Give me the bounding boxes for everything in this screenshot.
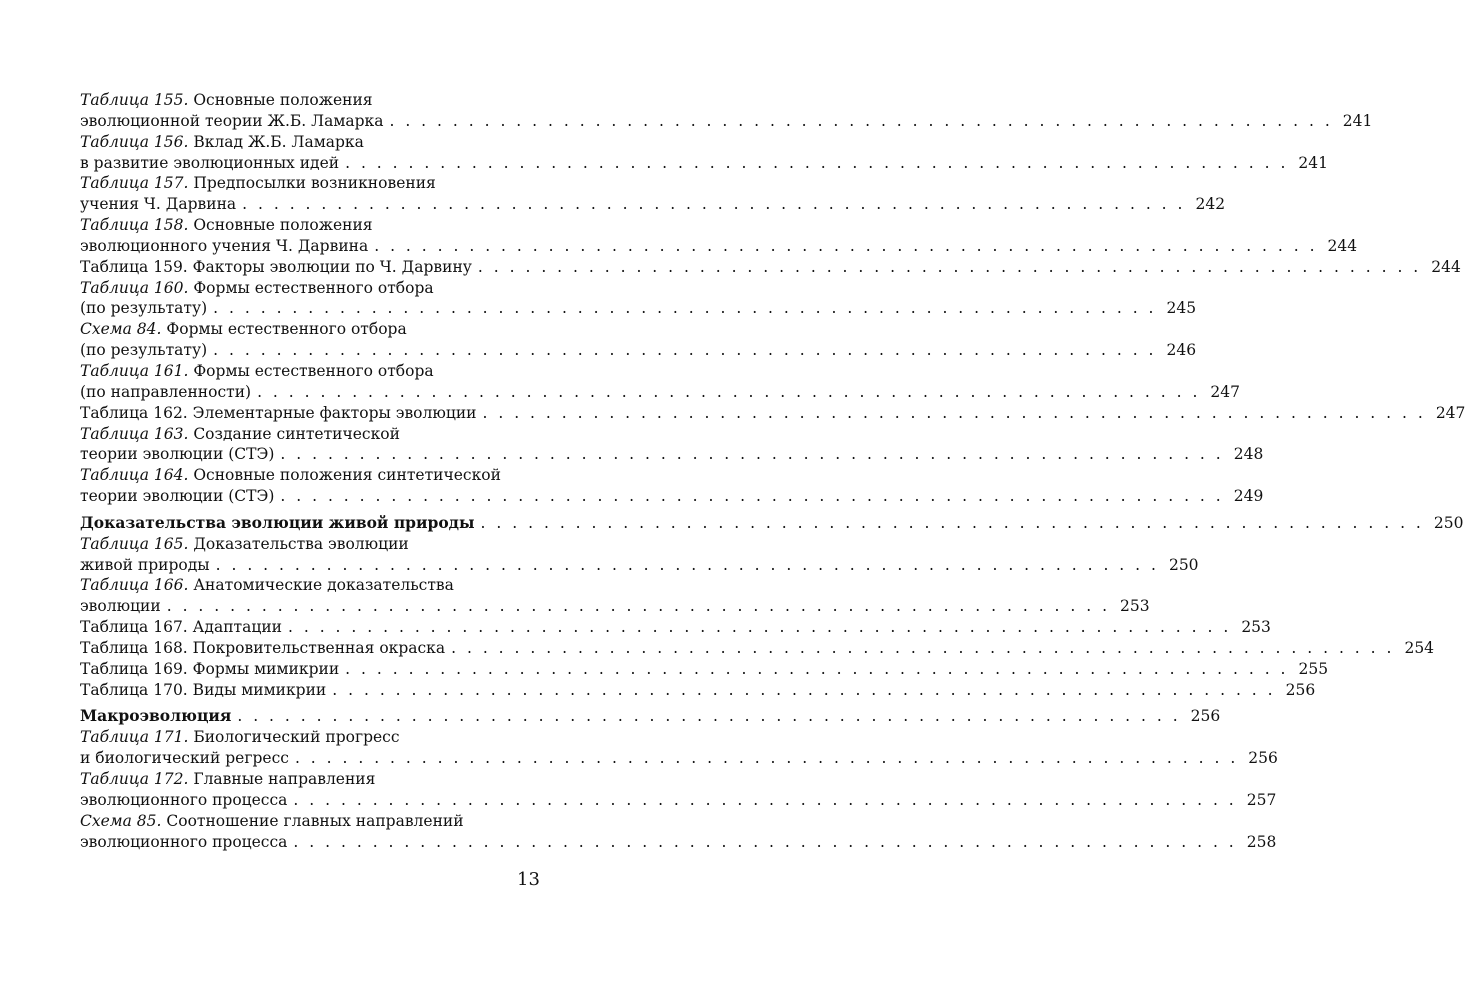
toc-section-title: Доказательства эволюции живой природы bbox=[80, 512, 475, 532]
toc-page-number: 247 bbox=[1210, 382, 1240, 401]
toc-page-number: 250 bbox=[1433, 513, 1464, 532]
toc-leader-line bbox=[80, 444, 1264, 465]
toc-entry-title-cont: эволюционного учения Ч. Дарвина bbox=[80, 236, 369, 255]
toc-entry-title: Основные положения bbox=[188, 216, 373, 235]
toc-first-line bbox=[80, 424, 542, 445]
toc-entry bbox=[80, 659, 1329, 680]
toc-line-text bbox=[80, 298, 207, 319]
toc-entry bbox=[80, 278, 1197, 320]
dot-leader: . . . . . . . . . . . . . . . . . . . . . . . . . . . . . . . . . . . . . . . . . . . . . . . . . . . . . . . . . . . . bbox=[237, 707, 1181, 726]
toc-page-number: 250 bbox=[1168, 555, 1199, 574]
toc-entry-title: Доказательства эволюции bbox=[188, 534, 409, 553]
toc-line-text bbox=[80, 513, 475, 534]
toc-leader-line bbox=[80, 194, 1226, 215]
dot-leader: . . . . . . . . . . . . . . . . . . . . . . . . . . . . . . . . . . . . . . . . . . . . . . . . . . . . . . . . . . . . bbox=[294, 749, 1239, 768]
toc-page-number: 253 bbox=[1120, 597, 1150, 616]
toc-leader-line bbox=[80, 638, 1435, 659]
toc-line-text bbox=[80, 194, 236, 215]
toc-page-number: 254 bbox=[1404, 638, 1435, 657]
toc-entry-title: Формы естественного отбора bbox=[188, 278, 434, 297]
toc-entry-label: Таблица 161. bbox=[80, 361, 189, 380]
toc-entry-label: Схема 84. bbox=[80, 320, 162, 339]
dot-leader: . . . . . . . . . . . . . . . . . . . . . . . . . . . . . . . . . . . . . . . . . . . . . . . . . . . . . . . . . . . . bbox=[242, 195, 1186, 214]
toc-entry bbox=[80, 811, 1277, 853]
toc-first-line bbox=[80, 575, 542, 596]
toc-leader-line bbox=[80, 790, 1277, 811]
toc-entry bbox=[80, 403, 1465, 424]
toc-line-text bbox=[80, 659, 339, 680]
toc-entry-title-cont: в развитие эволюционных идей bbox=[80, 153, 340, 172]
toc-first-line bbox=[80, 173, 542, 194]
dot-leader: . . . . . . . . . . . . . . . . . . . . . . . . . . . . . . . . . . . . . . . . . . . . . . . . . . . . . . . . . . . . bbox=[451, 638, 1395, 657]
dot-leader: . . . . . . . . . . . . . . . . . . . . . . . . . . . . . . . . . . . . . . . . . . . . . . . . . . . . . . . . . . . . bbox=[287, 618, 1232, 637]
toc-leader-line bbox=[80, 236, 1358, 257]
toc-entry-label: Таблица 157. bbox=[80, 174, 189, 193]
toc-first-line bbox=[80, 727, 542, 748]
dot-leader: . . . . . . . . . . . . . . . . . . . . . . . . . . . . . . . . . . . . . . . . . . . . . . . . . . . . . . . . . . . . bbox=[345, 153, 1289, 172]
toc-entry-label: Таблица 158. bbox=[80, 216, 189, 235]
toc-entry-title-cont: эволюционного процесса bbox=[80, 790, 288, 809]
dot-leader: . . . . . . . . . . . . . . . . . . . . . . . . . . . . . . . . . . . . . . . . . . . . . . . . . . . . . . . . . . . . bbox=[280, 487, 1224, 506]
toc-page-number: 247 bbox=[1435, 403, 1465, 422]
toc-page-number: 258 bbox=[1246, 832, 1277, 851]
toc-entry-label: Таблица 163. bbox=[80, 424, 189, 443]
toc-leader-line bbox=[80, 555, 1199, 576]
toc-line-text bbox=[80, 403, 476, 424]
toc-leader-line bbox=[80, 617, 1271, 638]
toc-entry-title-cont: (по направленности) bbox=[80, 382, 252, 401]
toc-entry bbox=[80, 361, 1240, 403]
toc-line-text bbox=[80, 555, 210, 576]
toc-leader-line bbox=[80, 111, 1373, 132]
toc-entry-title: Формы естественного отбора bbox=[188, 361, 434, 380]
toc-leader-line bbox=[80, 659, 1329, 680]
toc-entry bbox=[80, 319, 1197, 361]
dot-leader: . . . . . . . . . . . . . . . . . . . . . . . . . . . . . . . . . . . . . . . . . . . . . . . . . . . . . . . . . . . . bbox=[293, 832, 1237, 851]
dot-leader: . . . . . . . . . . . . . . . . . . . . . . . . . . . . . . . . . . . . . . . . . . . . . . . . . . . . . . . . . . . . bbox=[213, 299, 1157, 318]
toc-page-number: 256 bbox=[1285, 680, 1316, 699]
toc-entry-title: Покровительственная окраска bbox=[187, 638, 446, 657]
toc-entry bbox=[80, 680, 1316, 701]
dot-leader: . . . . . . . . . . . . . . . . . . . . . . . . . . . . . . . . . . . . . . . . . . . . . . . . . . . . . . . . . . . . bbox=[257, 382, 1201, 401]
toc-first-line bbox=[80, 361, 542, 382]
toc-entry bbox=[80, 215, 1358, 257]
toc-line-text bbox=[80, 706, 231, 727]
toc-leader-line bbox=[80, 382, 1240, 403]
toc-entry-label: Таблица 171. bbox=[80, 728, 189, 747]
toc-entry-label: Таблица 168. bbox=[80, 638, 188, 657]
page-number: 13 bbox=[517, 869, 540, 890]
toc-line-text bbox=[80, 790, 287, 811]
toc-page-number: 256 bbox=[1248, 749, 1278, 768]
toc-entry bbox=[80, 257, 1461, 278]
toc-page-number: 241 bbox=[1342, 111, 1373, 130]
toc-line-text bbox=[80, 638, 445, 659]
toc-entry-label: Таблица 155. bbox=[80, 91, 189, 109]
toc-entry-title: Создание синтетической bbox=[188, 424, 400, 443]
dot-leader: . . . . . . . . . . . . . . . . . . . . . . . . . . . . . . . . . . . . . . . . . . . . . . . . . . . . . . . . . . . . bbox=[345, 659, 1289, 678]
toc-line-text bbox=[80, 680, 326, 701]
toc-entry bbox=[80, 575, 1150, 617]
toc-entry-label: Таблица 159. bbox=[80, 257, 188, 276]
toc-page-number: 242 bbox=[1195, 195, 1226, 214]
toc-line-text bbox=[80, 596, 161, 617]
dot-leader: . . . . . . . . . . . . . . . . . . . . . . . . . . . . . . . . . . . . . . . . . . . . . . . . . . . . . . . . . . . . bbox=[482, 403, 1426, 422]
toc-entry-title: Факторы эволюции по Ч. Дарвину bbox=[187, 257, 472, 276]
toc-line-text bbox=[80, 832, 287, 853]
dot-leader: . . . . . . . . . . . . . . . . . . . . . . . . . . . . . . . . . . . . . . . . . . . . . . . . . . . . . . . . . . . . bbox=[389, 111, 1333, 130]
toc-entry bbox=[80, 424, 1264, 466]
toc-line-text bbox=[80, 486, 274, 507]
toc-line-text bbox=[80, 153, 339, 174]
toc-leader-line bbox=[80, 596, 1150, 617]
toc-leader-line bbox=[80, 340, 1197, 361]
toc-entry-label: Таблица 165. bbox=[80, 534, 189, 553]
toc-line-text bbox=[80, 748, 289, 769]
toc-page-number: 241 bbox=[1298, 153, 1329, 172]
toc-leader-line bbox=[80, 512, 1464, 534]
toc-first-line bbox=[80, 769, 542, 790]
toc-page-number: 257 bbox=[1246, 790, 1277, 809]
toc-entry-label: Таблица 169. bbox=[80, 659, 188, 678]
dot-leader: . . . . . . . . . . . . . . . . . . . . . . . . . . . . . . . . . . . . . . . . . . . . . . . . . . . . . . . . . . . . bbox=[332, 680, 1276, 699]
toc-entry-title: Главные направления bbox=[188, 770, 376, 788]
toc-entry-title-cont: и биологический регресс bbox=[80, 749, 289, 768]
toc-leader-line bbox=[80, 257, 1461, 278]
toc-first-line bbox=[80, 215, 542, 236]
toc-entry-title-cont: теории эволюции (СТЭ) bbox=[80, 445, 275, 464]
toc-entry-label: Таблица 162. bbox=[80, 403, 188, 422]
toc-leader-line bbox=[80, 153, 1329, 174]
toc-line-text bbox=[80, 236, 368, 257]
toc-entry-label: Таблица 172. bbox=[80, 770, 189, 788]
toc-entry-title: Виды мимикрии bbox=[187, 680, 327, 699]
dot-leader: . . . . . . . . . . . . . . . . . . . . . . . . . . . . . . . . . . . . . . . . . . . . . . . . . . . . . . . . . . . . bbox=[166, 597, 1111, 616]
toc-leader-line bbox=[80, 706, 1221, 727]
dot-leader: . . . . . . . . . . . . . . . . . . . . . . . . . . . . . . . . . . . . . . . . . . . . . . . . . . . . . . . . . . . . bbox=[374, 236, 1318, 255]
toc-leader-line bbox=[80, 486, 1264, 507]
toc-entry-title-cont: теории эволюции (СТЭ) bbox=[80, 487, 275, 506]
toc-page-number: 248 bbox=[1233, 445, 1264, 464]
toc-entry-title: Элементарные факторы эволюции bbox=[187, 403, 477, 422]
toc-page-number: 255 bbox=[1298, 659, 1329, 678]
toc-page-number: 256 bbox=[1190, 707, 1221, 726]
toc-entry-title: Основные положения синтетической bbox=[188, 466, 501, 485]
toc-entry-title: Соотношение главных направлений bbox=[161, 811, 464, 830]
dot-leader: . . . . . . . . . . . . . . . . . . . . . . . . . . . . . . . . . . . . . . . . . . . . . . . . . . . . . . . . . . . . bbox=[477, 257, 1422, 276]
toc-first-line bbox=[80, 319, 542, 340]
toc-section bbox=[80, 706, 1221, 727]
toc-entry bbox=[80, 727, 1278, 769]
toc-entry bbox=[80, 465, 1264, 507]
toc-page-number: 244 bbox=[1431, 257, 1461, 276]
toc-line-text bbox=[80, 444, 274, 465]
toc-page-number: 244 bbox=[1327, 236, 1358, 255]
toc-entry-title: Формы естественного отбора bbox=[161, 320, 407, 339]
toc-leader-line bbox=[80, 298, 1197, 319]
toc-entry-label: Таблица 170. bbox=[80, 680, 188, 699]
toc-line-text bbox=[80, 382, 251, 403]
toc-line-text bbox=[80, 340, 207, 361]
toc-first-line bbox=[80, 278, 542, 299]
toc-entry-title-cont: учения Ч. Дарвина bbox=[80, 195, 237, 214]
toc-entry-label: Таблица 166. bbox=[80, 576, 189, 595]
toc-first-line bbox=[80, 534, 542, 555]
toc-entry-title-cont: (по результату) bbox=[80, 341, 208, 360]
toc-entry-title-cont: (по результату) bbox=[80, 299, 208, 318]
toc-leader-line bbox=[80, 748, 1278, 769]
toc-page-number: 253 bbox=[1241, 618, 1271, 637]
dot-leader: . . . . . . . . . . . . . . . . . . . . . . . . . . . . . . . . . . . . . . . . . . . . . . . . . . . . . . . . . . . . bbox=[215, 555, 1159, 574]
toc-entry bbox=[80, 132, 1329, 174]
dot-leader: . . . . . . . . . . . . . . . . . . . . . . . . . . . . . . . . . . . . . . . . . . . . . . . . . . . . . . . . . . . . bbox=[280, 445, 1224, 464]
toc-entry-label: Таблица 167. bbox=[80, 618, 188, 637]
toc-entry-title: Анатомические доказательства bbox=[188, 576, 454, 595]
toc-leader-line bbox=[80, 403, 1465, 424]
toc-entry-title-cont: эволюционного процесса bbox=[80, 832, 288, 851]
toc-first-line bbox=[80, 132, 542, 153]
toc-entry bbox=[80, 769, 1277, 811]
toc-entry-title: Адаптации bbox=[187, 618, 282, 637]
toc-leader-line bbox=[80, 680, 1316, 701]
toc-entry-title-cont: живой природы bbox=[80, 555, 210, 574]
toc-entry-label: Таблица 164. bbox=[80, 466, 189, 485]
toc-line-text bbox=[80, 617, 282, 638]
toc-entry-title-cont: эволюционной теории Ж.Б. Ламарка bbox=[80, 111, 384, 130]
toc-entry-title: Предпосылки возникновения bbox=[188, 174, 436, 193]
toc-section-title: Макроэволюция bbox=[80, 706, 232, 726]
toc-entry bbox=[80, 617, 1271, 638]
toc-entry-title: Основные положения bbox=[188, 91, 373, 109]
dot-leader: . . . . . . . . . . . . . . . . . . . . . . . . . . . . . . . . . . . . . . . . . . . . . . . . . . . . . . . . . . . . bbox=[213, 341, 1157, 360]
toc-leader-line bbox=[80, 832, 1277, 853]
toc-line-text bbox=[80, 111, 383, 132]
toc-entry-title: Биологический прогресс bbox=[188, 728, 400, 747]
toc-first-line bbox=[80, 811, 542, 832]
table-of-contents bbox=[80, 90, 1465, 852]
toc-line-text bbox=[80, 257, 472, 278]
toc-entry-label: Схема 85. bbox=[80, 811, 162, 830]
toc-page-number: 249 bbox=[1233, 487, 1264, 506]
dot-leader: . . . . . . . . . . . . . . . . . . . . . . . . . . . . . . . . . . . . . . . . . . . . . . . . . . . . . . . . . . . . bbox=[480, 513, 1424, 532]
toc-entry bbox=[80, 173, 1226, 215]
toc-page-number: 245 bbox=[1166, 299, 1197, 318]
toc-first-line bbox=[80, 90, 542, 111]
toc-entry-label: Таблица 156. bbox=[80, 132, 189, 151]
toc-page-number: 246 bbox=[1166, 341, 1197, 360]
toc-section bbox=[80, 512, 1464, 534]
toc-entry-title: Формы мимикрии bbox=[187, 659, 340, 678]
toc-first-line bbox=[80, 465, 542, 486]
toc-entry-title-cont: эволюции bbox=[80, 597, 161, 616]
toc-entry bbox=[80, 90, 1373, 132]
dot-leader: . . . . . . . . . . . . . . . . . . . . . . . . . . . . . . . . . . . . . . . . . . . . . . . . . . . . . . . . . . . . bbox=[293, 790, 1237, 809]
toc-entry bbox=[80, 638, 1435, 659]
toc-entry bbox=[80, 534, 1199, 576]
toc-entry-title: Вклад Ж.Б. Ламарка bbox=[188, 132, 364, 151]
toc-entry-label: Таблица 160. bbox=[80, 278, 189, 297]
